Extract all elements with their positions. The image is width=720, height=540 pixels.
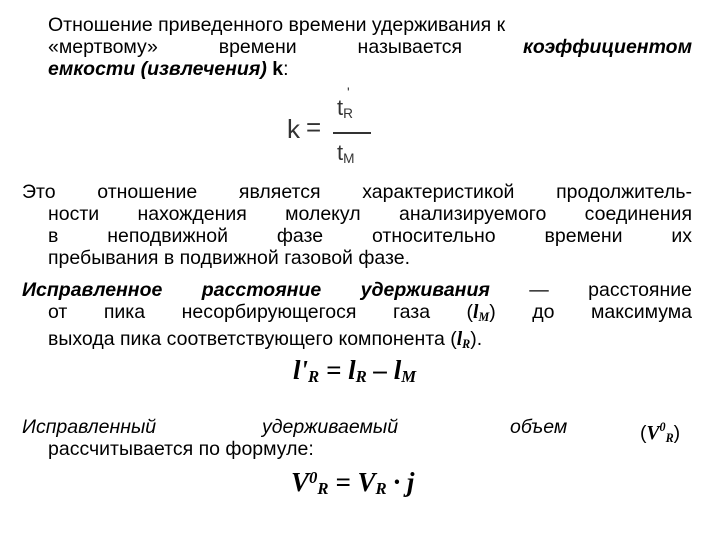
formula-v-lhs: V xyxy=(291,467,310,497)
para2-line1: Это отношение является характеристикой продолжитель- xyxy=(22,181,692,203)
formula-k-num xyxy=(337,95,353,121)
para3-line1 xyxy=(22,279,692,301)
para1-line1: Отношение приведенного времени удерживания к xyxy=(48,14,506,36)
para2-line3: в неподвижной фазе относительно времени их xyxy=(48,225,692,247)
para1-line2-text: «мертвому» времени называется xyxy=(48,36,463,58)
para3-line2-b: ) до максимума xyxy=(489,301,692,323)
symbol-lR xyxy=(457,329,470,350)
para3-line3-b: ). xyxy=(470,328,483,350)
formula-l-lhs: l' xyxy=(293,355,309,385)
symbol-V0R-sup: 0 xyxy=(659,420,666,434)
para4-word2: удерживаемый xyxy=(262,416,399,438)
symbol-lM-sub: M xyxy=(478,310,490,324)
para4-line1 xyxy=(22,416,698,445)
formula-k-num-t: t xyxy=(337,95,344,120)
para3-line1-end: — расстояние xyxy=(489,279,692,301)
para4-word3: объем xyxy=(510,416,568,438)
formula-l-b: l xyxy=(393,355,402,385)
para1 xyxy=(48,14,692,80)
symbol-lR-sub: R xyxy=(462,337,471,351)
formula-l-lhs-sub: R xyxy=(308,367,320,386)
para2 xyxy=(22,181,692,269)
para3 xyxy=(22,279,692,355)
formula-v-a: V xyxy=(357,467,376,497)
fraction-bar xyxy=(333,132,371,134)
formula-k-num-sub: R xyxy=(343,106,353,121)
formula-v xyxy=(291,467,414,499)
para4 xyxy=(22,416,698,460)
formula-v-dot: · xyxy=(386,467,407,497)
formula-l-a: l xyxy=(348,355,356,385)
symbol-V0R-close: ) xyxy=(673,422,681,444)
formula-v-lhs-sub: R xyxy=(317,479,329,498)
formula-v-lhs-sup: 0 xyxy=(309,468,318,487)
formula-l xyxy=(293,355,416,387)
para3-line2-a: от пика несорбирующегося газа ( xyxy=(48,301,474,323)
colon: : xyxy=(283,58,289,80)
symbol-V0R xyxy=(640,416,680,449)
para3-line3-a: выхода пика соответствующего компонента ( xyxy=(48,328,457,350)
symbol-lM xyxy=(473,302,489,323)
para2-line4: пребывания в подвижной газовой фазе. xyxy=(48,247,411,269)
formula-v-b: j xyxy=(406,467,415,497)
formula-l-a-sub: R xyxy=(355,367,367,386)
para3-line2 xyxy=(22,301,692,328)
para1-line3 xyxy=(48,58,692,80)
symbol-V0R-sub: R xyxy=(665,431,674,445)
formula-k-den xyxy=(337,140,354,166)
para4-line2: рассчитывается по формуле: xyxy=(48,438,314,460)
formula-k-den-sub: M xyxy=(343,151,355,166)
para1-line2 xyxy=(48,36,692,58)
formula-l-b-sub: M xyxy=(401,367,417,386)
symbol-V0R-body xyxy=(646,420,674,445)
formula-v-eq: = xyxy=(328,467,358,497)
formula-v-a-sub: R xyxy=(375,479,387,498)
formula-l-eq: = xyxy=(319,355,349,385)
term-corrected-distance: Исправленное расстояние удерживания xyxy=(22,279,490,301)
symbol-lM-l: l xyxy=(473,302,479,323)
formula-k-den-t: t xyxy=(337,140,344,165)
term-extraction: емкости (извлечения) xyxy=(48,58,267,80)
symbol-k: k xyxy=(272,58,284,80)
para2-line2: ности нахождения молекул анализируемого соединения xyxy=(48,203,692,225)
para4-word1: Исправленный xyxy=(22,416,157,438)
para3-line3 xyxy=(22,328,692,355)
term-capacity-coefficient: коэффициентом xyxy=(522,36,692,58)
formula-k-mark: ' xyxy=(347,84,350,100)
symbol-lR-l: l xyxy=(456,329,463,350)
symbol-V0R-v: V xyxy=(646,423,660,444)
formula-k-lhs: k xyxy=(287,114,300,144)
formula-k-eq: = xyxy=(306,112,322,142)
symbol-V0R-open: ( xyxy=(640,422,647,444)
formula-l-minus: – xyxy=(366,355,394,385)
